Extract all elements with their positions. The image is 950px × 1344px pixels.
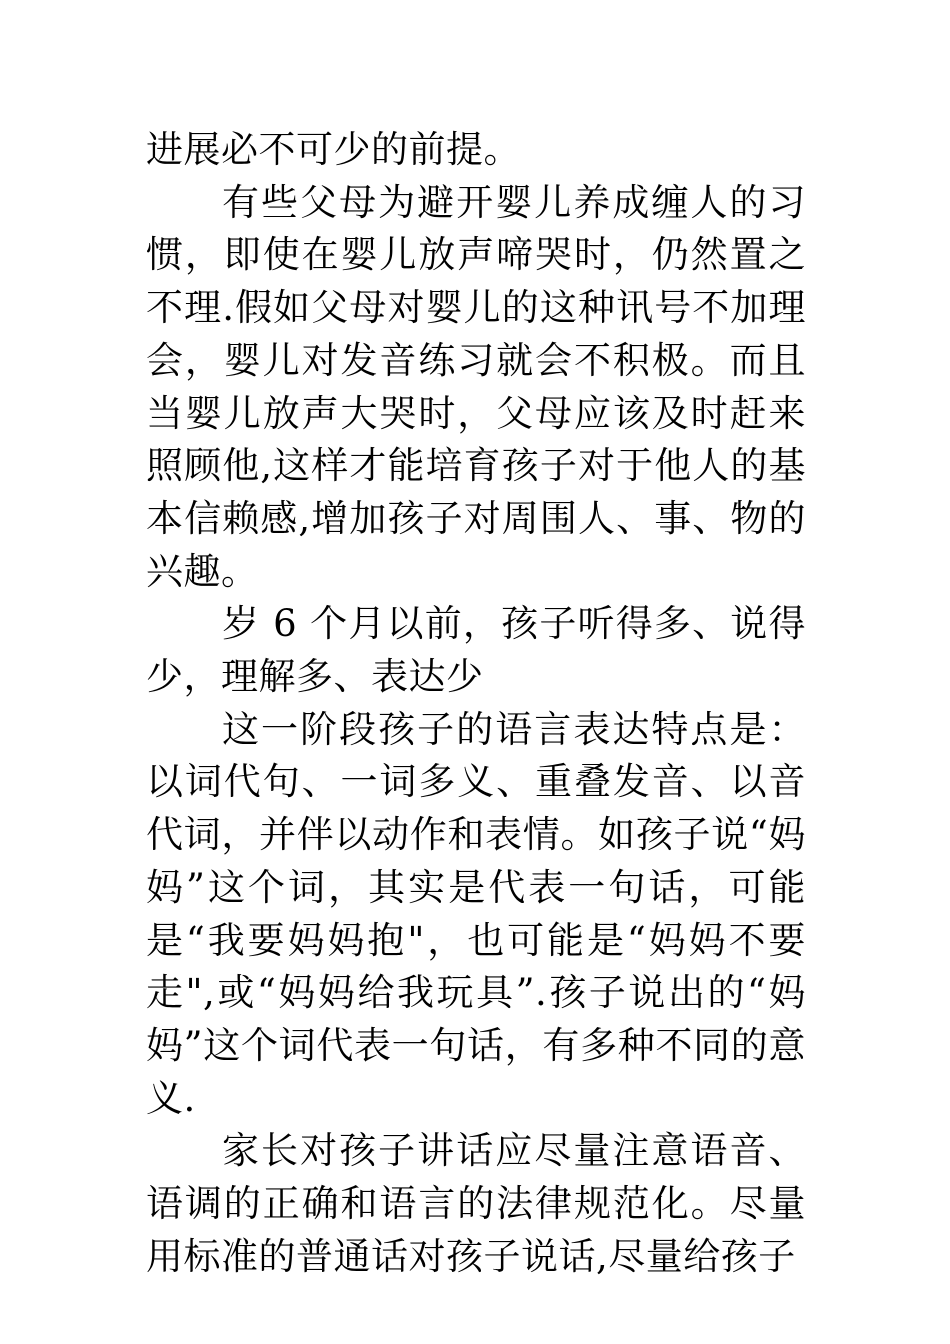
paragraph-language-features: 这一阶段孩子的语言表达特点是：以词代句、一词多义、重叠发音、以音代词，并伴以动作和表情。如孩子说“妈妈”这个词，其实是代表一句话，可能是“我要妈妈抱"，也可能是“妈妈不要走",或“妈妈给我玩具”.孩子说出的“妈妈”这个词代表一句话，有多种不同的意义. bbox=[146, 707, 806, 1120]
paragraph-section-heading: 岁 6 个月以前，孩子听得多、说得少，理解多、表达少 bbox=[146, 602, 806, 699]
paragraph-parent-speech: 家长对孩子讲话应尽量注意语音、语调的正确和语言的法律规范化。尽量用标准的普通话对孩子说话,尽量给孩子 bbox=[146, 1129, 806, 1278]
document-body bbox=[146, 124, 806, 1283]
paragraph-parent-response: 有些父母为避开婴儿养成缠人的习惯，即使在婴儿放声啼哭时，仍然置之不理.假如父母对婴儿的这种讯号不加理会，婴儿对发音练习就会不积极。而且当婴儿放声大哭时，父母应该及时赶来照顾他,这样才能培育孩子对于他人的基本信赖感,增加孩子对周围人、事、物的兴趣。 bbox=[146, 180, 806, 593]
paragraph-continuation: 进展必不可少的前提。 bbox=[146, 128, 521, 171]
